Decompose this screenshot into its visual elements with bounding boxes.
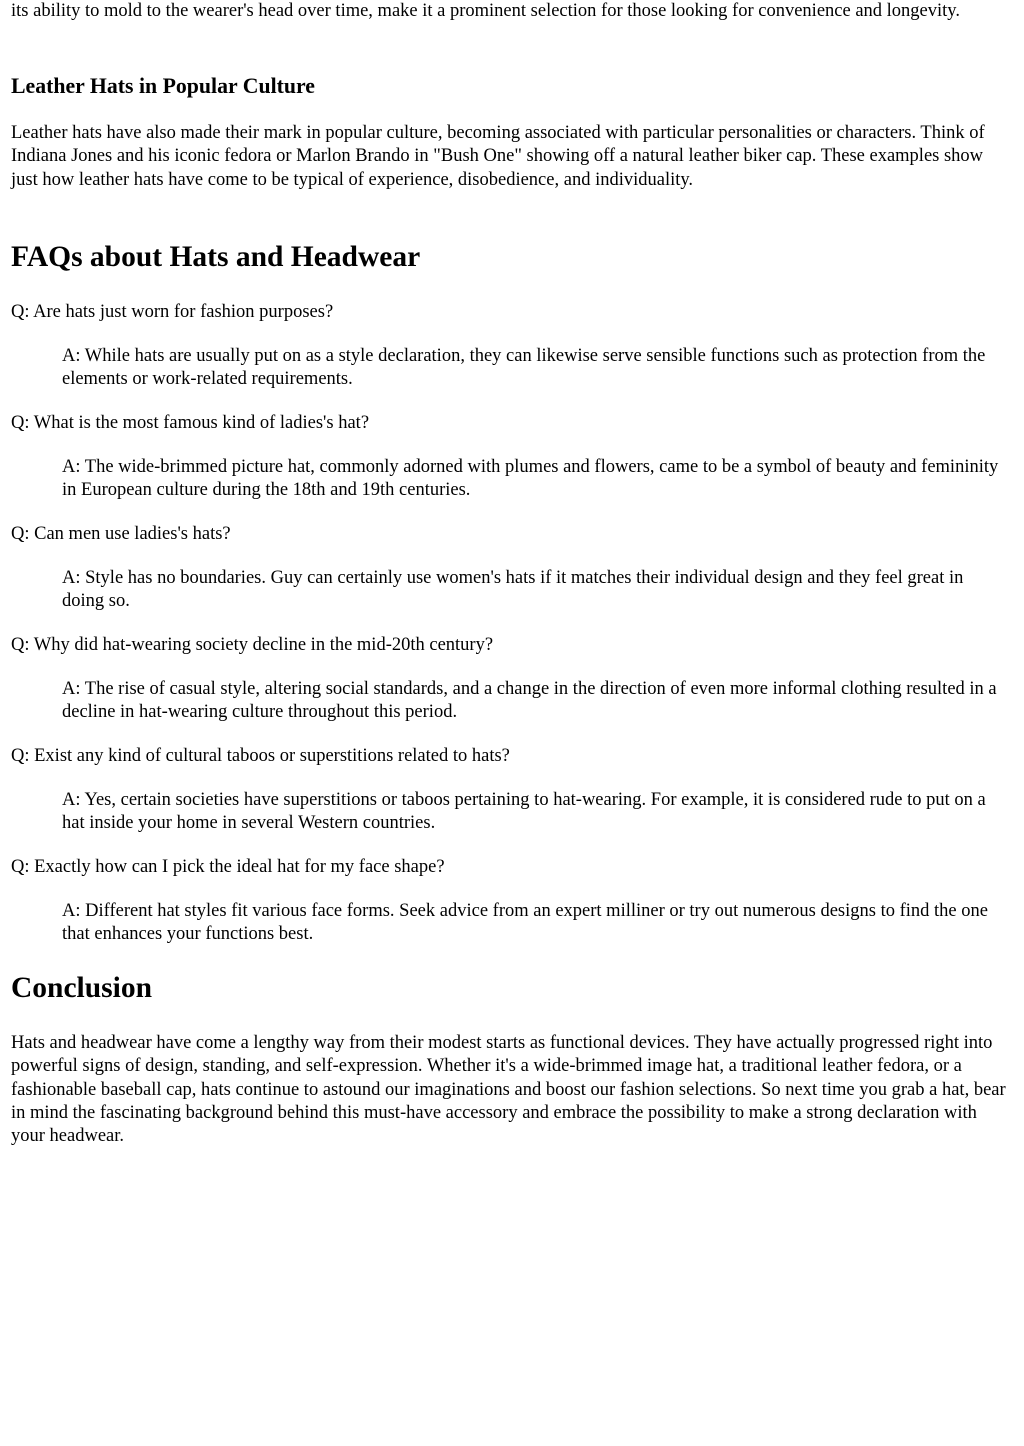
faq-question-6: Q: Exactly how can I pick the ideal hat for my face shape? (11, 857, 445, 877)
faq-answer-5: A: Yes, certain societies have superstitions or taboos pertaining to hat-wearing. For example, it is considered rude to put on a hat inside your home in several Western countries. (62, 790, 986, 834)
faq-question-3: Q: Can men use ladies's hats? (11, 524, 231, 544)
faq-question-4: Q: Why did hat-wearing society decline in the mid-20th century? (11, 635, 494, 655)
intro-paragraph: its ability to mold to the wearer's head over time, make it a prominent selection for those looking for convenience and longevity. (11, 1, 960, 21)
popular-culture-paragraph: Leather hats have also made their mark in popular culture, becoming associated with particular personalities or characters. Think of Indiana Jones and his iconic fedora or Marlon Brando in "Bush One" showing off a natural leather biker cap. These examples show just how leather hats have come to be typical of experience, disobedience, and individuality. (11, 123, 985, 190)
faq-answer-6: A: Different hat styles fit various face forms. Seek advice from an expert milliner or try out numerous designs to find the one that enhances your functions best. (62, 901, 988, 945)
conclusion-paragraph: Hats and headwear have come a lengthy way from their modest starts as functional devices. They have actually progressed right into powerful signs of design, standing, and self-expression. Whether it's a wide-brimmed image hat, a traditional leather fedora, or a fashionable baseball cap, hats continue to astound our imaginations and boost our fashion selections. So next time you grab a hat, bear in mind the fascinating background behind this must-have accessory and embrace the possibility to make a strong declaration with your headwear. (11, 1033, 1006, 1147)
faq-question-2: Q: What is the most famous kind of ladies's hat? (11, 413, 370, 433)
faq-answer-4: A: The rise of casual style, altering social standards, and a change in the direction of even more informal clothing resulted in a decline in hat-wearing culture throughout this period. (62, 679, 997, 723)
faq-question-5: Q: Exist any kind of cultural taboos or superstitions related to hats? (11, 746, 510, 766)
popular-culture-heading: Leather Hats in Popular Culture (11, 74, 315, 98)
faq-question-1: Q: Are hats just worn for fashion purposes? (11, 302, 334, 322)
faq-answer-3: A: Style has no boundaries. Guy can certainly use women's hats if it matches their individual design and they feel great in doing so. (62, 568, 964, 612)
conclusion-heading: Conclusion (11, 972, 152, 1004)
faq-answer-2: A: The wide-brimmed picture hat, commonly adorned with plumes and flowers, came to be a symbol of beauty and femininity in European culture during the 18th and 19th centuries. (62, 457, 999, 501)
faq-answer-1: A: While hats are usually put on as a style declaration, they can likewise serve sensible functions such as protection from the elements or work-related requirements. (62, 346, 986, 390)
faqs-heading: FAQs about Hats and Headwear (11, 241, 421, 273)
